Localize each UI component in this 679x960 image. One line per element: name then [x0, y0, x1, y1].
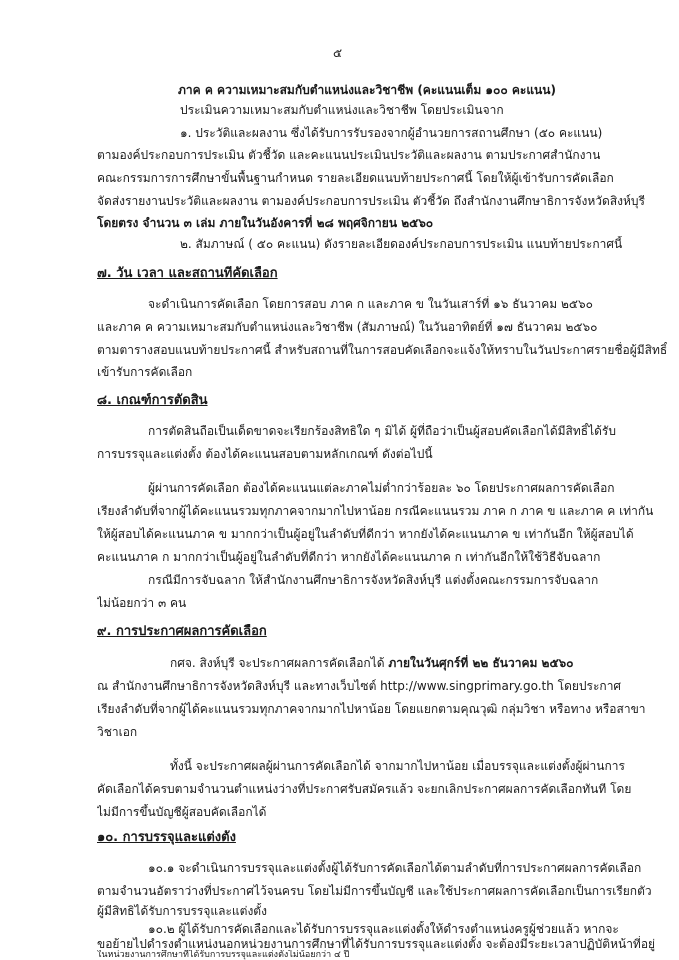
- section-9-line: เรียงลำดับที่จากผู้ได้คะแนนรวมทุกภาคจากมากไปหาน้อย โดยแยกตามคุณวุฒิ กลุ่มวิชา หรือทาง หรือสาขา: [97, 702, 646, 716]
- section-c-line: คณะกรรมการการศึกษาขั้นพื้นฐานกำหนด รายละเอียดแนบท้ายประกาศนี้ โดยให้ผู้เข้ารับการคัดเลือก: [97, 171, 614, 185]
- section-8-line: คะแนนภาค ก มากกว่าเป็นผู้อยู่ในลำดับที่ดีกว่า หากยังได้คะแนนภาค ก เท่ากันอีกให้ใช้วิธีจับฉลาก: [97, 550, 601, 564]
- section-8-line: ไม่น้อยกว่า ๓ คน: [97, 596, 187, 610]
- section-c-line: จัดส่งรายงานประวัติและผลงาน ตามองค์ประกอบการประเมิน ตัวชี้วัด ถึงสำนักงานศึกษาธิการจังหวัดสิงห์บุรี: [97, 194, 645, 208]
- section-10-line: ตามจำนวนอัตราว่างที่ประกาศไว้จนครบ โดยไม่มีการขึ้นบัญชี และใช้ประกาศผลการคัดเลือกเป็นการเรียกตัว: [97, 884, 652, 898]
- section-7-line: จะดำเนินการคัดเลือก โดยการสอบ ภาค ก และภาค ข ในวันเสาร์ที่ ๑๖ ธันวาคม ๒๕๖๐: [148, 297, 593, 311]
- section-7-line: และภาค ค ความเหมาะสมกับตำแหน่งและวิชาชีพ (สัมภาษณ์) ในวันอาทิตย์ที่ ๑๗ ธันวาคม ๒๕๖๐: [97, 320, 598, 334]
- section-9-line: วิชาเอก: [97, 725, 138, 739]
- section-10-line: ๑๐.๒ ผู้ได้รับการคัดเลือกและได้รับการบรรจุและแต่งตั้งให้ดำรงตำแหน่งครูผู้ช่วยแล้ว หากจะ: [148, 922, 619, 936]
- section-10-heading: ๑๐. การบรรจุและแต่งตั้ง: [97, 830, 236, 845]
- section-7-line: ตามตารางสอบแนบท้ายประกาศนี้ สำหรับสถานที่ในการสอบคัดเลือกจะแจ้งให้ทราบในวันประกาศรายชื่อผู้มีสิทธิ์: [97, 343, 668, 357]
- section-8-line: เรียงลำดับที่จากผู้ได้คะแนนรวมทุกภาคจากมากไปหาน้อย กรณีคะแนนรวม ภาค ก ภาค ข และภาค ค เท่ากัน: [97, 504, 654, 518]
- section-8-line: ผู้ผ่านการคัดเลือก ต้องได้คะแนนแต่ละภาคไม่ต่ำกว่าร้อยละ ๖๐ โดยประกาศผลการคัดเลือก: [148, 481, 615, 495]
- section-8-line: การตัดสินถือเป็นเด็ดขาดจะเรียกร้องสิทธิใด ๆ มิได้ ผู้ที่ถือว่าเป็นผู้สอบคัดเลือกได้มีสิทธิ์ได้รับ: [148, 424, 616, 438]
- section-c-line: ๑. ประวัติและผลงาน ซึ่งได้รับการรับรองจากผู้อำนวยการสถานศึกษา (๕๐ คะแนน): [180, 126, 603, 140]
- section-8-line: การบรรจุและแต่งตั้ง ต้องได้คะแนนสอบตามหลักเกณฑ์ ดังต่อไปนี้: [97, 447, 433, 461]
- section-c-deadline: โดยตรง จำนวน ๓ เล่ม ภายในวันอังคารที่ ๒๘ พฤศจิกายน ๒๕๖๐: [97, 216, 434, 230]
- section-9-line: ณ สำนักงานศึกษาธิการจังหวัดสิงห์บุรี และทางเว็บไซต์ http://www.singprimary.go.th โดยประกาศ: [97, 679, 622, 693]
- section-10-line: ผู้มีสิทธิได้รับการบรรจุและแต่งตั้ง: [97, 904, 267, 918]
- section-7-line: เข้ารับการคัดเลือก: [97, 365, 193, 379]
- section-7-heading: ๗. วัน เวลา และสถานที่คัดเลือก: [97, 266, 278, 281]
- section-10-line: ในหน่วยงานการศึกษาที่ได้รับการบรรจุและแต่งตั้งไม่น้อยกว่า ๔ ปี: [97, 950, 350, 960]
- section-8-line: ให้ผู้สอบได้คะแนนภาค ข มากกว่าเป็นผู้อยู่ในลำดับที่ดีกว่า หากยังได้คะแนนภาค ข เท่ากันอีก ให้ผู้สอบได้: [97, 527, 634, 541]
- section-8-line: กรณีมีการจับฉลาก ให้สำนักงานศึกษาธิการจังหวัดสิงห์บุรี แต่งตั้งคณะกรรมการจับฉลาก: [148, 573, 599, 587]
- section-9-line-text: กศจ. สิงห์บุรี จะประกาศผลการคัดเลือกได้: [170, 656, 389, 670]
- section-9-line: [170, 655, 574, 671]
- section-c-line: ประเมินความเหมาะสมกับตำแหน่งและวิชาชีพ โดยประเมินจาก: [180, 103, 504, 117]
- section-c-line: ตามองค์ประกอบการประเมิน ตัวชี้วัด และคะแนนประเมินประวัติและผลงาน ตามประกาศสำนักงาน: [97, 148, 601, 162]
- section-8-heading: ๘. เกณฑ์การตัดสิน: [97, 393, 208, 408]
- section-9-heading: ๙. การประกาศผลการคัดเลือก: [97, 624, 267, 639]
- section-10-line: ขอย้ายไปดำรงตำแหน่งนอกหน่วยงานการศึกษาที่ได้รับการบรรจุและแต่งตั้ง จะต้องมีระยะเวลาปฏิบัติหน้าที่อยู่: [97, 937, 656, 951]
- section-c-item2: ๒. สัมภาษณ์ ( ๕๐ คะแนน) ดังรายละเอียดองค์ประกอบการประเมิน แนบท้ายประกาศนี้: [180, 237, 623, 251]
- section-9-line: ไม่มีการขึ้นบัญชีผู้สอบคัดเลือกได้: [97, 805, 267, 819]
- section-9-deadline: ภายในวันศุกร์ที่ ๒๒ ธันวาคม ๒๕๖๐: [388, 656, 574, 670]
- section-9-line: คัดเลือกได้ครบตามจำนวนตำแหน่งว่างที่ประกาศรับสมัครแล้ว จะยกเลิกประกาศผลการคัดเลือกทันที โดย: [97, 782, 632, 796]
- section-10-line: ๑๐.๑ จะดำเนินการบรรจุและแต่งตั้งผู้ได้รับการคัดเลือกได้ตามลำดับที่การประกาศผลการคัดเลือก: [148, 861, 642, 875]
- section-9-line: ทั้งนี้ จะประกาศผลผู้ผ่านการคัดเลือกได้ จากมากไปหาน้อย เมื่อบรรจุและแต่งตั้งผู้ผ่านการ: [170, 759, 625, 773]
- page-number: ๕: [333, 46, 343, 60]
- section-c-title: ภาค ค ความเหมาะสมกับตำแหน่งและวิชาชีพ (คะแนนเต็ม ๑๐๐ คะแนน): [178, 83, 556, 97]
